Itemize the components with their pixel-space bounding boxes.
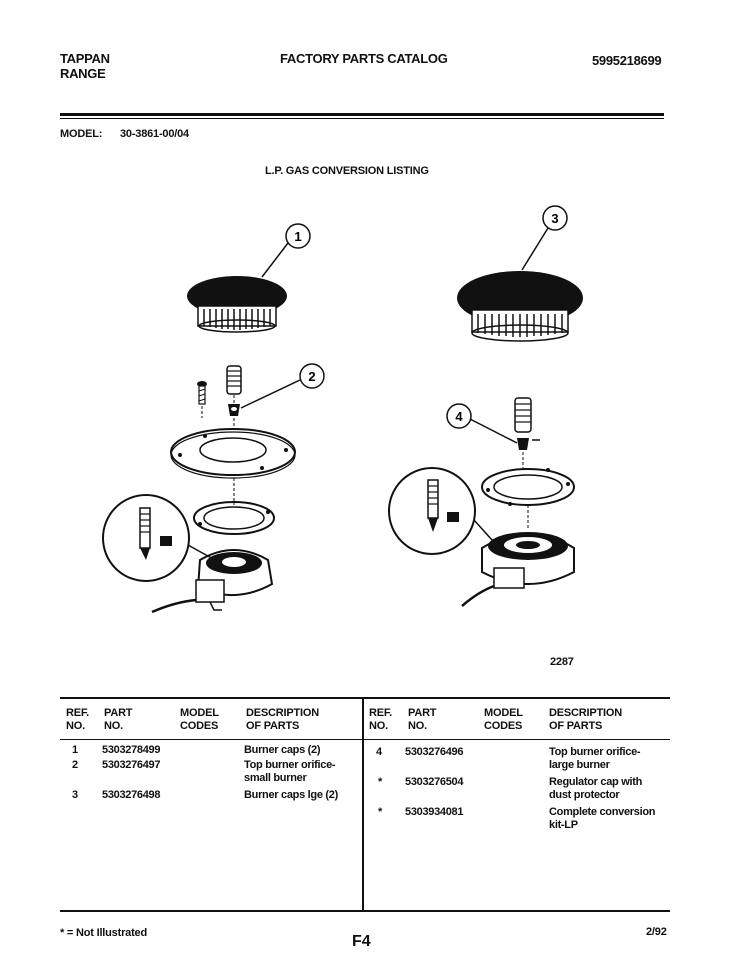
part-number: 5303276498 [102, 789, 161, 801]
large-burner-cap-drawing [457, 271, 583, 341]
orifice-detail-magnifier [103, 495, 215, 581]
section-title: L.P. GAS CONVERSION LISTING [265, 165, 429, 177]
callout-3: 3 [551, 211, 559, 226]
brand-name: TAPPAN [60, 51, 110, 66]
right-part-header: PART NO. [408, 707, 437, 732]
ref-number: 3 [72, 789, 78, 801]
part-description: Top burner orifice- small burner [244, 759, 336, 784]
screw-drawing [197, 381, 207, 418]
left-ref-header: REF. NO. [66, 707, 90, 732]
part-description: Burner caps (2) [244, 744, 321, 756]
table-top-rule [60, 697, 670, 699]
right-ref-header: REF. NO. [369, 707, 393, 732]
part-number: 5303276497 [102, 759, 161, 771]
callout-1: 1 [294, 229, 302, 244]
part-number: 5303934081 [405, 806, 464, 818]
large-burner-base-drawing [462, 532, 574, 606]
table-bottom-rule [60, 910, 670, 912]
part-description: Top burner orifice- large burner [549, 746, 641, 771]
ref-number: 2 [72, 759, 78, 771]
part-number: 5303276496 [405, 746, 464, 758]
left-desc-header: DESCRIPTION OF PARTS [246, 707, 319, 732]
large-orifice-spud-drawing [515, 398, 540, 470]
part-number: 5303276504 [405, 776, 464, 788]
callout-4: 4 [455, 409, 463, 424]
revision-date: 2/92 [646, 926, 667, 938]
ref-number: 1 [72, 744, 78, 756]
catalog-number: 5995218699 [592, 53, 662, 68]
right-desc-header: DESCRIPTION OF PARTS [549, 707, 622, 732]
part-number: 5303278499 [102, 744, 161, 756]
large-gasket-drawing [482, 468, 574, 530]
model-number: 30-3861-00/04 [120, 128, 189, 140]
model-label: MODEL: [60, 128, 103, 140]
page-number: F4 [352, 933, 371, 950]
right-model-header: MODEL CODES [484, 707, 523, 732]
ref-number: * [378, 806, 382, 818]
left-part-header: PART NO. [104, 707, 133, 732]
small-burner-cap-drawing [187, 276, 287, 332]
burner-grate-ring-drawing [171, 429, 295, 478]
part-description: Complete conversion kit-LP [549, 806, 656, 831]
table-center-divider [362, 697, 364, 910]
ref-number: 4 [376, 746, 382, 758]
part-description: Burner caps lge (2) [244, 789, 338, 801]
ref-number: * [378, 776, 382, 788]
left-model-header: MODEL CODES [180, 707, 219, 732]
catalog-title: FACTORY PARTS CATALOG [280, 51, 448, 66]
part-description: Regulator cap with dust protector [549, 776, 642, 801]
large-orifice-detail-magnifier [389, 468, 492, 554]
callout-2: 2 [308, 369, 316, 384]
not-illustrated-note: * = Not Illustrated [60, 927, 147, 939]
figure-number: 2287 [550, 656, 574, 668]
gasket-drawing [194, 478, 274, 534]
product-type: RANGE [60, 66, 106, 81]
table-header-rule [60, 739, 670, 740]
